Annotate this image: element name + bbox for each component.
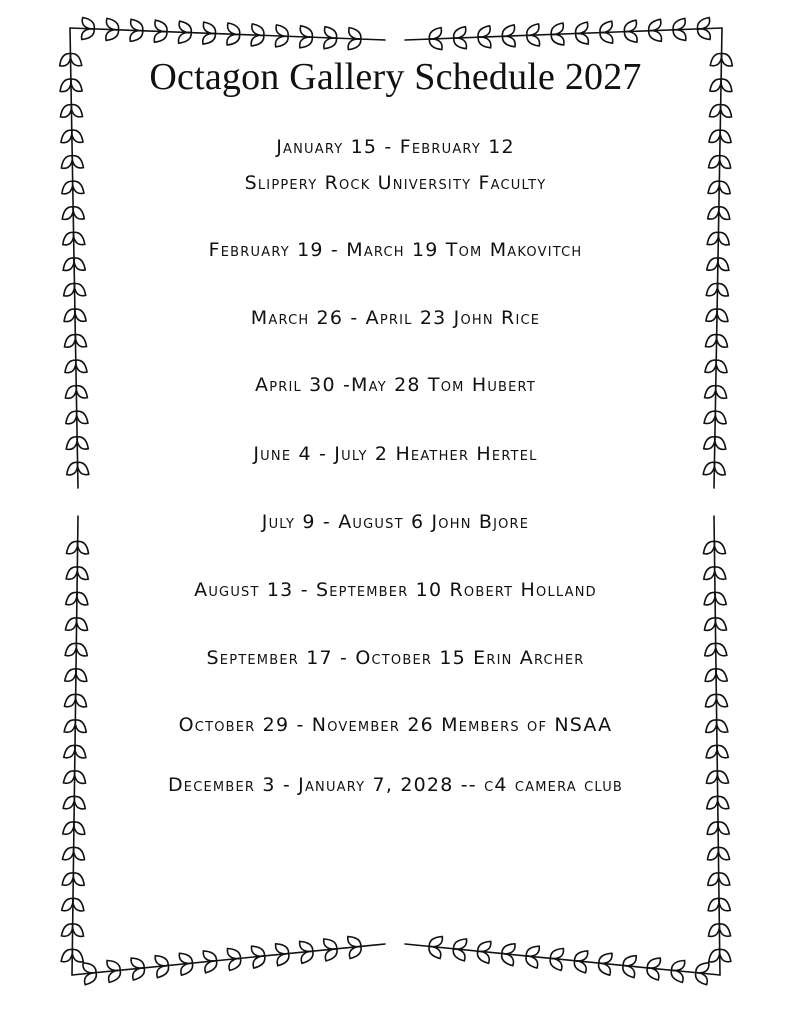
- schedule-entry-7: August 13 - September 10 Robert Holland: [194, 579, 597, 601]
- schedule-entry-2: February 19 - March 19 Tom Makovitch: [208, 239, 583, 261]
- vine-bottom-right: [405, 937, 720, 985]
- schedule-entry-5: June 4 - July 2 Heather Hertel: [253, 443, 538, 465]
- vine-left-lower: [61, 516, 88, 975]
- schedule-entry-3: March 26 - April 23 John Rice: [250, 307, 541, 329]
- vine-top-right: [405, 18, 722, 50]
- vine-top-left: [70, 18, 385, 50]
- schedule-entry-1-artist: Slippery Rock University Faculty: [244, 172, 547, 194]
- vine-bottom-left: [72, 937, 385, 985]
- schedule-entry-8: September 17 - October 15 Erin Archer: [206, 647, 585, 669]
- schedule-entry-9: October 29 - November 26 Members of NSAA: [178, 714, 613, 736]
- vine-right-lower: [704, 516, 731, 975]
- schedule-entry-1-dates: January 15 - February 12: [276, 136, 515, 158]
- schedule-entry-4: April 30 -May 28 Tom Hubert: [255, 374, 536, 396]
- page-title: Octagon Gallery Schedule 2027: [149, 56, 642, 98]
- schedule-entry-6: July 9 - August 6 John Bjore: [261, 511, 530, 533]
- schedule-entry-10: December 3 - January 7, 2028 -- c4 camera club: [167, 774, 624, 796]
